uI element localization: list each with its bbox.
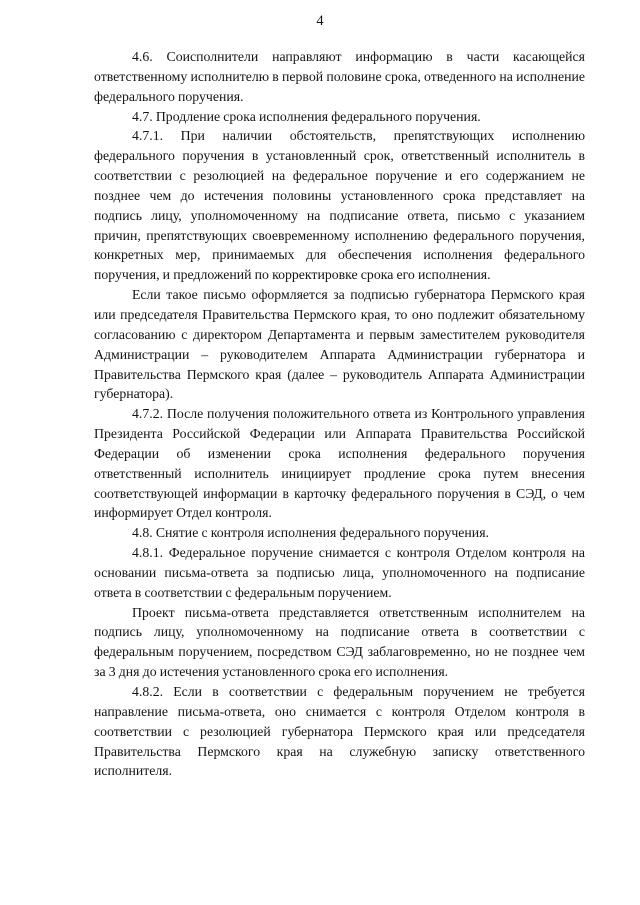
paragraph-4-8-1-continued: Проект письма-ответа представляется ответственным исполнителем на подпись лицу, уполномоченному на подписание ответа в соответствии с федеральным поручением, посредством СЭД заблаговременно, но не позднее чем за 3 дня до истечения установленного срока его исполнения.: [94, 604, 585, 680]
paragraph-4-8-heading: 4.8. Снятие с контроля исполнения федерального поручения.: [132, 525, 489, 541]
paragraph-4-7-1: 4.7.1. При наличии обстоятельств, препятствующих исполнению федерального поручения в установленный срок, ответственный исполнитель в соответствии с резолюцией на федеральное поручение и его содержанием не позднее чем до истечения половины установленного срока представляет на подпись лицу, уполномоченному на подписание ответа, письмо с указанием причин, препятствующих своевременному исполнению федерального поручения, конкретных мер, принимаемых для обеспечения исполнения федерального поручения, и предложений по корректировке срока его исполнения.: [94, 128, 585, 283]
paragraph-4-8-2: 4.8.2. Если в соответствии с федеральным поручением не требуется направление письма-ответа, оно снимается с контроля Отделом контроля в соответствии с резолюцией губернатора Пермского края или председателя Правительства Пермского края на служебную записку ответственного исполнителя.: [94, 684, 585, 779]
document-body: [94, 47, 585, 781]
paragraph-4-7-2: 4.7.2. После получения положительного ответа из Контрольного управления Президента Российской Федерации или Аппарата Правительства Российской Федерации об изменении срока исполнения федерального поручения ответственный исполнитель инициирует продление срока путем внесения соответствующей информации в карточку федерального поручения в СЭД, о чем информирует Отдел контроля.: [94, 406, 585, 521]
paragraph-4-7-heading: 4.7. Продление срока исполнения федерального поручения.: [132, 108, 481, 124]
paragraph-4-7-1-continued: Если такое письмо оформляется за подписью губернатора Пермского края или председателя Правительства Пермского края, то оно подлежит обязательному согласованию с директором Департамента и первым заместителем руководителя Администрации – руководителем Аппарата Администрации губернатора и Правительства Пермского края (далее – руководитель Аппарата Администрации губернатора).: [94, 287, 585, 402]
page-number: 4: [316, 13, 324, 29]
paragraph-4-6: 4.6. Соисполнители направляют информацию в части касающейся ответственному исполнителю в первой половине срока, отведенного на исполнение федерального поручения.: [94, 49, 585, 104]
paragraph-4-8-1: 4.8.1. Федеральное поручение снимается с контроля Отделом контроля на основании письма-ответа за подписью лица, уполномоченного на подписание ответа в соответствии с федеральным поручением.: [94, 545, 585, 600]
